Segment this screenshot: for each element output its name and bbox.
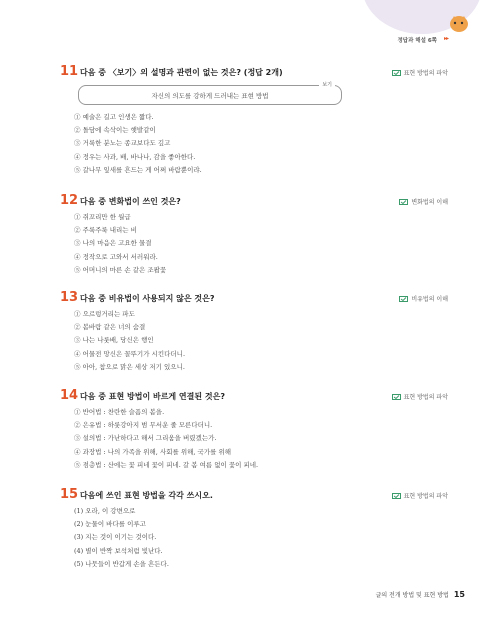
choice-item: ④ 어물전 망신은 꼴뚜기가 시킨다더니. bbox=[74, 349, 186, 358]
choice-item: ③ 나의 마음은 고요한 물결 bbox=[74, 239, 152, 248]
choice-item: ⑤ 갈나무 잎새를 흔드는 게 어쩌 바람뿐이랴. bbox=[74, 165, 202, 174]
topic-tag-label: 표현 방법의 파악 bbox=[403, 394, 448, 401]
question-text: 다음 중 변화법이 쓰인 것은? bbox=[80, 197, 181, 206]
choice-item: ⑤ 어머니의 마른 손 같은 조팝꽃 bbox=[74, 265, 167, 274]
choice-item: ⑤ 아아, 참으로 맑은 세상 저기 있으니. bbox=[74, 362, 185, 371]
choice-item: ④ 정우는 사과, 배, 바나나, 감을 좋아한다. bbox=[74, 152, 196, 161]
question-12 bbox=[60, 193, 460, 277]
topic-tag-label: 표현 방법의 파악 bbox=[403, 493, 448, 500]
choice-item: (1) 오라, 이 강변으로 bbox=[74, 507, 136, 515]
topic-tag bbox=[399, 294, 448, 303]
choice-item: ② 봄바람 같은 너의 숨결 bbox=[74, 323, 146, 332]
example-box-text: 자신의 의도를 강하게 드러내는 표현 방법 bbox=[151, 91, 269, 100]
choice-item: ④ 정작으로 고와서 서러워라. bbox=[74, 252, 158, 261]
choice-item: ③ 거룩한 분노는 종교보다도 깊고 bbox=[74, 139, 171, 148]
question-text: 다음 중 〈보기〉의 설명과 관련이 없는 것은? (정답 2개) bbox=[80, 68, 283, 77]
checkbox-icon bbox=[392, 394, 401, 400]
question-number: 11 bbox=[60, 64, 79, 79]
choice-item: ② 은유법 : 하룻강아지 범 무서운 줄 모른다더니. bbox=[74, 421, 213, 430]
choice-item: ③ 설의법 : 가난하다고 해서 그리움을 버렸겠는가. bbox=[74, 434, 217, 443]
leaf-icon bbox=[446, 12, 472, 34]
choice-item: ② 주룩주룩 내리는 비 bbox=[74, 226, 137, 235]
question-text: 다음 중 표현 방법이 바르게 연결된 것은? bbox=[80, 392, 225, 401]
choice-item: (5) 나뭇들이 반갑게 손을 흔든다. bbox=[74, 559, 169, 568]
topic-tag-label: 비유법의 이해 bbox=[411, 296, 448, 303]
question-text: 다음 중 비유법이 사용되지 않은 것은? bbox=[80, 294, 215, 303]
question-number: 14 bbox=[60, 388, 79, 403]
topic-tag bbox=[392, 491, 448, 500]
checkbox-icon bbox=[399, 199, 408, 205]
choice-item: (4) 별이 반짝 보석처럼 빛난다. bbox=[74, 546, 163, 555]
choice-item: (3) 지는 것이 이기는 것이다. bbox=[74, 533, 157, 542]
answer-reference: 정답과 해설 6쪽 bbox=[397, 38, 437, 44]
choice-item: ④ 과장법 : 나의 가족을 위해, 사회를 위해, 국가를 위해 bbox=[74, 447, 231, 456]
topic-tag-label: 표현 방법의 파악 bbox=[403, 70, 448, 77]
choice-item: ① 예술은 길고 인생은 짧다. bbox=[74, 113, 154, 121]
choice-list bbox=[74, 211, 460, 277]
question-14 bbox=[60, 388, 460, 472]
choice-list bbox=[74, 111, 460, 177]
choice-item: ① 으르렁거리는 파도 bbox=[74, 310, 135, 318]
checkbox-icon bbox=[392, 493, 401, 499]
topic-tag-label: 변화법의 이해 bbox=[411, 199, 448, 206]
question-number: 15 bbox=[60, 487, 79, 502]
choice-list bbox=[74, 406, 460, 472]
choice-item: ① 반어법 : 찬란한 슬픔의 봄을. bbox=[74, 408, 165, 416]
question-11 bbox=[60, 64, 460, 177]
example-box-label: 보기 bbox=[319, 81, 335, 88]
choice-item: ② 돌담에 속삭이는 햇발같이 bbox=[74, 126, 156, 135]
page-number: 15 bbox=[453, 590, 465, 599]
choice-list bbox=[74, 308, 460, 374]
choice-list bbox=[74, 505, 460, 571]
choice-item: ① 쥐꼬리만 한 월급 bbox=[74, 213, 131, 221]
question-15 bbox=[60, 487, 460, 571]
page-footer bbox=[376, 590, 465, 599]
arrow-icon: ▸▸ bbox=[443, 35, 448, 42]
checkbox-icon bbox=[399, 296, 408, 302]
choice-item: (2) 눈물이 바다를 이루고 bbox=[74, 520, 146, 529]
question-number: 12 bbox=[60, 193, 79, 208]
question-13 bbox=[60, 290, 460, 374]
footer-section-title: 글의 전개 방법 및 표현 방법 bbox=[375, 592, 449, 599]
topic-tag bbox=[399, 197, 448, 206]
choice-item: ③ 나는 나룻배, 당신은 행인 bbox=[74, 336, 154, 345]
topic-tag bbox=[392, 68, 448, 77]
question-text: 다음에 쓰인 표현 방법을 각각 쓰시오. bbox=[80, 491, 213, 500]
checkbox-icon bbox=[392, 70, 401, 76]
example-box bbox=[78, 82, 342, 105]
topic-tag bbox=[392, 392, 448, 401]
choice-item: ⑤ 점층법 : 산에는 꽃 피네 꽃이 피네. 갈 봄 여름 없이 꽃이 피네. bbox=[74, 460, 259, 469]
question-number: 13 bbox=[60, 290, 79, 305]
